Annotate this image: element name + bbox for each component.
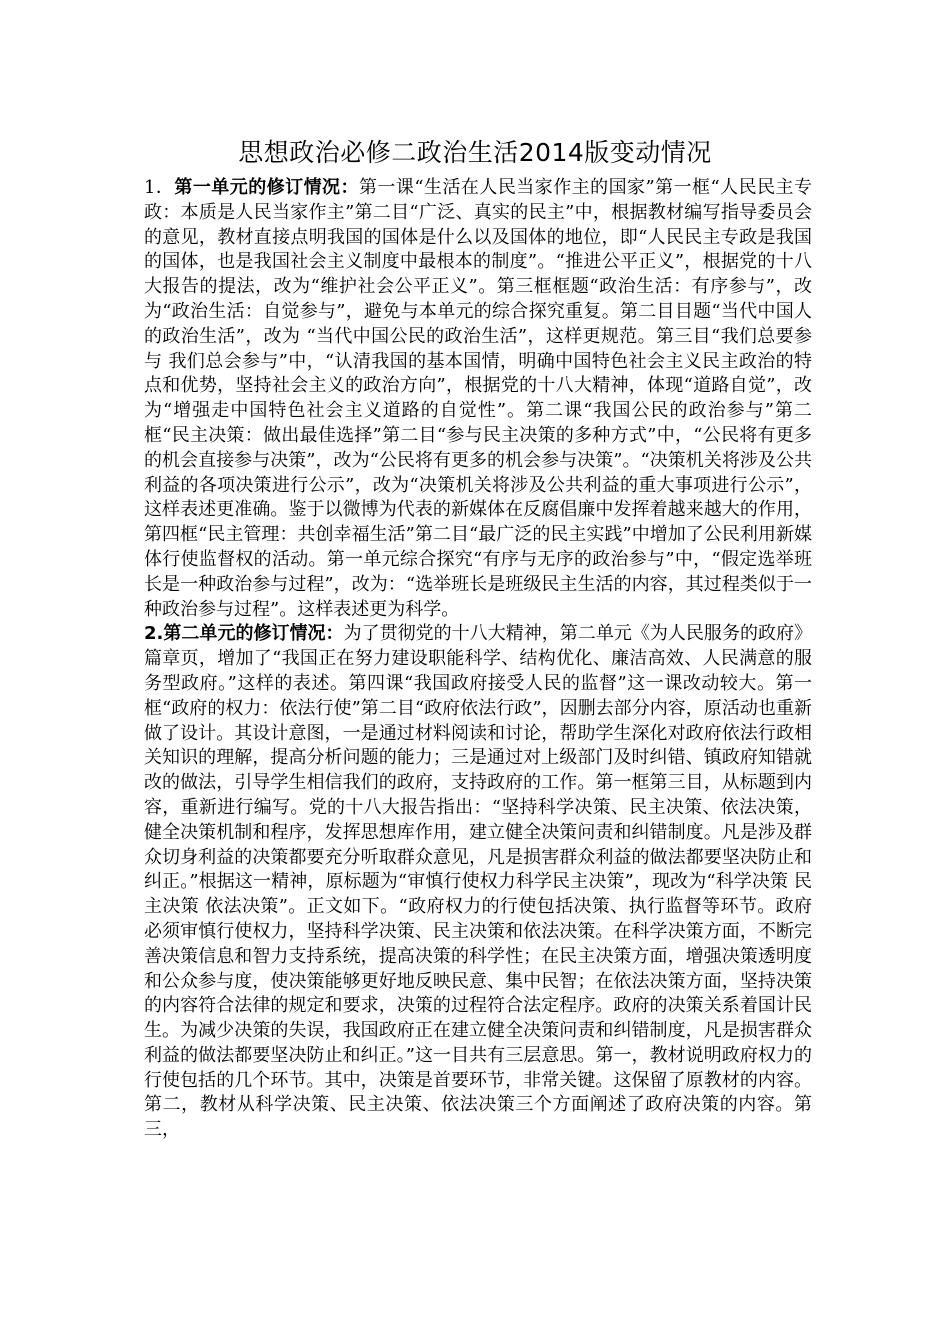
section-2-paragraph: [144, 622, 812, 1143]
section-1-paragraph: [144, 176, 812, 622]
document-body: [144, 176, 812, 1143]
page-title: 思想政治必修二政治生活2014版变动情况: [238, 138, 712, 167]
section-2-number: 2.: [144, 623, 164, 645]
section-1-text: 第一课“生活在人民当家作主的国家”第一框“人民民主专政：本质是人民当家作主”第二目“广泛、真实的民主”中，根据教材编写指导委员会的意见，教材直接点明我国的国体是什么以及国体的地位，即“人民民主专政是我国的国体，也是我国社会主义制度中最根本的制度”。“推进公平正义”，根据党的十八大报告的提法，改为“维护社会公平正义”。第三框框题“政治生活：有序参与”，改为“政治生活：自觉参与”，避免与本单元的综合探究重复。第二目目题“当代中国人的政治生活”，改为 “当代中国公民的政治生活”，这样更规范。第三目“我们总要参与 我们总会参与”中，“认清我国的基本国情，明确中国特色社会主义民主政治的特点和优势，坚持社会主义的政治方向”，根据党的十八大精神，体现“道路自觉”，改为“增强走中国特色社会主义道路的自觉性”。第二课“我国公民的政治参与”第二框“民主决策：做出最佳选择”第二目“参与民主决策的多种方式”中，“公民将有更多的机会直接参与决策”，改为“公民将有更多的机会参与决策”。“决策机关将涉及公共利益的各项决策进行公示”，改为“决策机关将涉及公共利益的重大事项进行公示”，这样表述更准确。鉴于以微博为代表的新媒体在反腐倡廉中发挥着越来越大的作用，第四框“民主管理：共创幸福生活”第二目“最广泛的民主实践”中增加了公民利用新媒体行使监督权的活动。第一单元综合探究“有序与无序的政治参与”中，“假定选举班长是一种政治参与过程”，改为：“选举班长是班级民主生活的内容，其过程类似于一种政治参与过程”。这样表述更为科学。: [144, 177, 813, 620]
section-2-text: 为了贯彻党的十八大精神，第二单元《为人民服务的政府》篇章页，增加了“我国正在努力建设职能科学、结构优化、廉洁高效、人民满意的服务型政府。”这样的表述。第四课“我国政府接受人民的监督”这一课改动较大。第一框“政府的权力：依法行使”第二目“政府依法行政”，因删去部分内容，原活动也重新做了设计。其设计意图，一是通过材料阅读和讨论，帮助学生深化对政府依法行政相关知识的理解，提高分析问题的能力；三是通过对上级部门及时纠错、镇政府知错就改的做法，引导学生相信我们的政府，支持政府的工作。第一框第三目，从标题到内容，重新进行编写。党的十八大报告指出：“坚持科学决策、民主决策、依法决策，健全决策机制和程序，发挥思想库作用，建立健全决策问责和纠错制度。凡是涉及群众切身利益的决策都要充分听取群众意见，凡是损害群众利益的做法都要坚决防止和纠正。”根据这一精神，原标题为“审慎行使权力科学民主决策”，现改为“科学决策 民主决策 依法决策”。正文如下。“政府权力的行使包括决策、执行监督等环节。政府必须审慎行使权力，坚持科学决策、民主决策和依法决策。在科学决策方面，不断完善决策信息和智力支持系统，提高决策的科学性；在民主决策方面，增强决策透明度和公众参与度，使决策能够更好地反映民意、集中民智；在依法决策方面，坚持决策的内容符合法律的规定和要求，决策的过程符合法定程序。政府的决策关系着国计民生。为减少决策的失误，我国政府正在建立健全决策问责和纠错制度，凡是损害群众利益的做法都要坚决防止和纠正。”这一目共有三层意思。第一，教材说明政府权力的行使包括的几个环节。其中，决策是首要环节，非常关键。这保留了原教材的内容。第二，教材从科学决策、民主决策、依法决策三个方面阐述了政府决策的内容。第三，: [144, 623, 813, 1141]
section-1-number: 1．: [144, 177, 175, 198]
section-1-heading: 第一单元的修订情况：: [174, 177, 359, 198]
section-2-heading: 第二单元的修订情况：: [163, 623, 344, 645]
